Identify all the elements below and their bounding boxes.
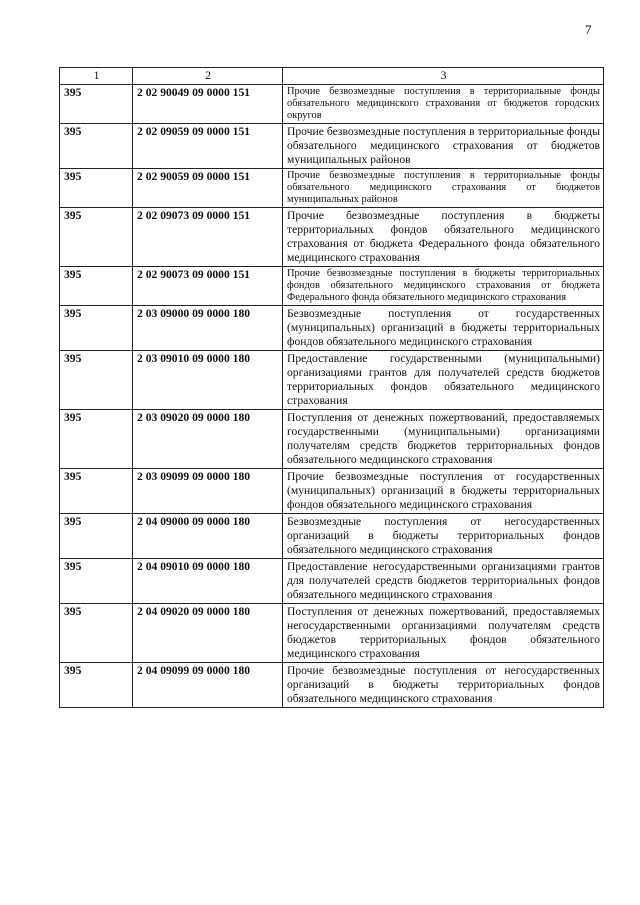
description-cell: Безвозмездные поступления от государственных (муниципальных) организаций в бюджеты территориальных фондов обязательного медицинского страхования [283, 306, 604, 351]
table-header-row [60, 68, 604, 85]
budget-code-cell: 2 03 09000 09 0000 180 [133, 306, 283, 351]
description-cell: Предоставление негосударственными организациями грантов для получателей средств бюджетов территориальных фондов обязательного медицинского страхования [283, 559, 604, 604]
budget-code-cell: 2 03 09020 09 0000 180 [133, 410, 283, 469]
admin-code-cell: 395 [60, 604, 133, 663]
table-row [60, 469, 604, 514]
budget-code-cell: 2 03 09010 09 0000 180 [133, 351, 283, 410]
description-cell: Прочие безвозмездные поступления в территориальные фонды обязательного медицинского страхования от бюджетов муниципальных районов [283, 124, 604, 169]
table-row [60, 124, 604, 169]
budget-code-cell: 2 04 09010 09 0000 180 [133, 559, 283, 604]
description-cell: Прочие безвозмездные поступления от государственных (муниципальных) организаций в бюджеты территориальных фондов обязательного медицинского страхования [283, 469, 604, 514]
admin-code-cell: 395 [60, 514, 133, 559]
table-row [60, 208, 604, 267]
admin-code-cell: 395 [60, 169, 133, 208]
table-row [60, 85, 604, 124]
description-cell: Прочие безвозмездные поступления от негосударственных организаций в бюджеты территориальных фондов обязательного медицинского страхования [283, 663, 604, 708]
table-row [60, 410, 604, 469]
budget-code-cell: 2 02 90073 09 0000 151 [133, 267, 283, 306]
budget-code-cell: 2 02 90049 09 0000 151 [133, 85, 283, 124]
admin-code-cell: 395 [60, 663, 133, 708]
budget-code-cell: 2 02 09073 09 0000 151 [133, 208, 283, 267]
description-cell: Прочие безвозмездные поступления в территориальные фонды обязательного медицинского страхования от бюджетов городских округов [283, 85, 604, 124]
table-row [60, 663, 604, 708]
column-header-admin: 1 [60, 68, 133, 85]
admin-code-cell: 395 [60, 208, 133, 267]
revenue-codes-table [59, 67, 604, 708]
description-cell: Прочие безвозмездные поступления в территориальные фонды обязательного медицинского страхования от бюджетов муниципальных районов [283, 169, 604, 208]
admin-code-cell: 395 [60, 351, 133, 410]
description-cell: Поступления от денежных пожертвований, предоставляемых негосударственными организациями получателям средств бюджетов территориальных фондов обязательного медицинского страхования [283, 604, 604, 663]
description-cell: Предоставление государственными (муниципальными) организациями грантов для получателей средств бюджетов территориальных фондов обязательного медицинского страхования [283, 351, 604, 410]
admin-code-cell: 395 [60, 410, 133, 469]
table-row [60, 169, 604, 208]
admin-code-cell: 395 [60, 559, 133, 604]
budget-code-cell: 2 02 09059 09 0000 151 [133, 124, 283, 169]
admin-code-cell: 395 [60, 124, 133, 169]
column-header-description: 3 [283, 68, 604, 85]
budget-code-cell: 2 02 90059 09 0000 151 [133, 169, 283, 208]
table-row [60, 559, 604, 604]
column-header-code: 2 [133, 68, 283, 85]
table-row [60, 514, 604, 559]
budget-code-cell: 2 04 09099 09 0000 180 [133, 663, 283, 708]
budget-code-cell: 2 04 09000 09 0000 180 [133, 514, 283, 559]
table-row [60, 351, 604, 410]
table-row [60, 604, 604, 663]
page-number: 7 [585, 22, 592, 37]
table-row [60, 267, 604, 306]
admin-code-cell: 395 [60, 267, 133, 306]
description-cell: Прочие безвозмездные поступления в бюджеты территориальных фондов обязательного медицинского страхования от бюджета Федерального фонда обязательного медицинского страхования [283, 208, 604, 267]
description-cell: Безвозмездные поступления от негосударственных организаций в бюджеты территориальных фондов обязательного медицинского страхования [283, 514, 604, 559]
table-row [60, 306, 604, 351]
admin-code-cell: 395 [60, 85, 133, 124]
description-cell: Поступления от денежных пожертвований, предоставляемых государственными (муниципальными) организациями получателям средств бюджетов территориальных фондов обязательного медицинского страхования [283, 410, 604, 469]
budget-code-cell: 2 04 09020 09 0000 180 [133, 604, 283, 663]
budget-code-cell: 2 03 09099 09 0000 180 [133, 469, 283, 514]
admin-code-cell: 395 [60, 306, 133, 351]
description-cell: Прочие безвозмездные поступления в бюджеты территориальных фондов обязательного медицинского страхования от бюджета Федерального фонда обязательного медицинского страхования [283, 267, 604, 306]
admin-code-cell: 395 [60, 469, 133, 514]
